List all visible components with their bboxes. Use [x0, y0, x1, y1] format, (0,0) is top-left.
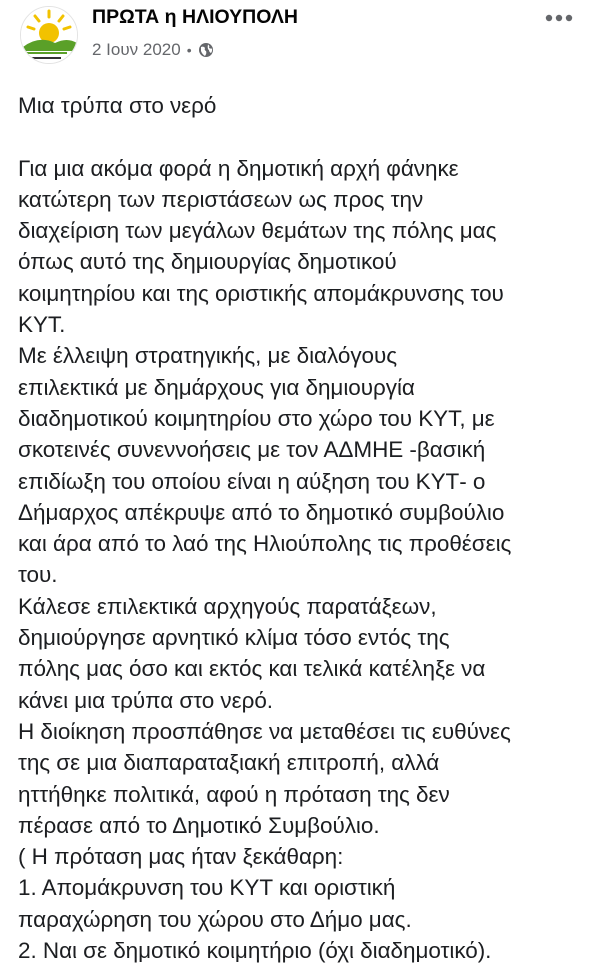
post-line: διαδημοτικού κοιμητηρίου στο χώρο του ΚΥΤ, με	[18, 405, 495, 431]
page-avatar[interactable]	[20, 6, 78, 64]
more-options-button[interactable]	[541, 8, 577, 28]
post-line: πέρασε από το Δημοτικό Συμβούλιο.	[18, 812, 380, 838]
post-line: επιδίωξη του οποίου είναι η αύξηση του ΚΥΤ- ο	[18, 468, 486, 494]
post-line: του.	[18, 562, 58, 588]
post-line: πόλης μας όσο και εκτός και τελικά κατέληξε να	[18, 656, 486, 682]
post-line: όπως αυτό της δημιουργίας δημοτικού	[18, 249, 397, 275]
post-line: Κάλεσε επιλεκτικά αρχηγούς παρατάξεων,	[18, 593, 437, 619]
post-line: κοιμητηρίου και της οριστικής απομάκρυνσης του	[18, 280, 504, 306]
post-line: σκοτεινές συνεννοήσεις με τον ΑΔΜΗΕ -βασική	[18, 437, 486, 463]
post-line: κατώτερη των περιστάσεων ως προς την	[18, 186, 424, 212]
post-line: διαχείριση των μεγάλων θεμάτων της πόλης μας	[18, 218, 497, 244]
post-meta	[92, 40, 214, 60]
post-line: ( Η πρόταση μας ήταν ξεκάθαρη:	[18, 844, 344, 870]
post-line: 2. Ναι σε δημοτικό κοιμητήριο (όχι διαδημοτικό).	[18, 938, 492, 964]
post-line: Με έλλειψη στρατηγικής, με διαλόγους	[18, 343, 398, 369]
post-line: ηττήθηκε πολιτικά, αφού η πρόταση της δεν	[18, 781, 450, 807]
post-line: κάνει μια τρύπα στο νερό.	[18, 687, 274, 713]
post-line: επιλεκτικά με δημάρχους για δημιουργία	[18, 374, 415, 400]
post-line: ΚΥΤ.	[18, 312, 66, 338]
post-line: Δήμαρχος απέκρυψε από το δημοτικό συμβούλιο	[18, 499, 505, 525]
globe-icon	[198, 42, 214, 58]
paragraph-spacer	[18, 121, 593, 152]
post-date-link[interactable]: 2 Ιουν 2020	[92, 40, 181, 59]
more-options-icon	[544, 14, 574, 22]
page-logo-icon	[21, 7, 77, 63]
meta-separator: •	[186, 42, 192, 58]
post-line: Για μια ακόμα φορά η δημοτική αρχή φάνηκε	[18, 155, 459, 181]
post-body	[18, 153, 593, 966]
post-title: Μια τρύπα στο νερό	[18, 93, 217, 118]
post-line: 1. Απομάκρυνση του ΚΥΤ και οριστική	[18, 875, 396, 901]
post-line: Η διοίκηση προσπάθησε να μεταθέσει τις ευθύνες	[18, 718, 511, 744]
post-header	[0, 0, 601, 80]
post-text	[18, 90, 593, 966]
post-line: δημιούργησε αρνητικό κλίμα τόσο εντός της	[18, 625, 450, 651]
page-name-link[interactable]: ΠΡΩΤΑ η ΗΛΙΟΥΠΟΛΗ	[92, 6, 298, 28]
post-line: και άρα από το λαό της Ηλιούπολης τις προθέσεις	[18, 531, 512, 557]
post-line: παραχώρηση του χώρου στο Δήμο μας.	[18, 906, 412, 932]
post-line: της σε μια διαπαραταξιακή επιτροπή, αλλά	[18, 750, 440, 776]
